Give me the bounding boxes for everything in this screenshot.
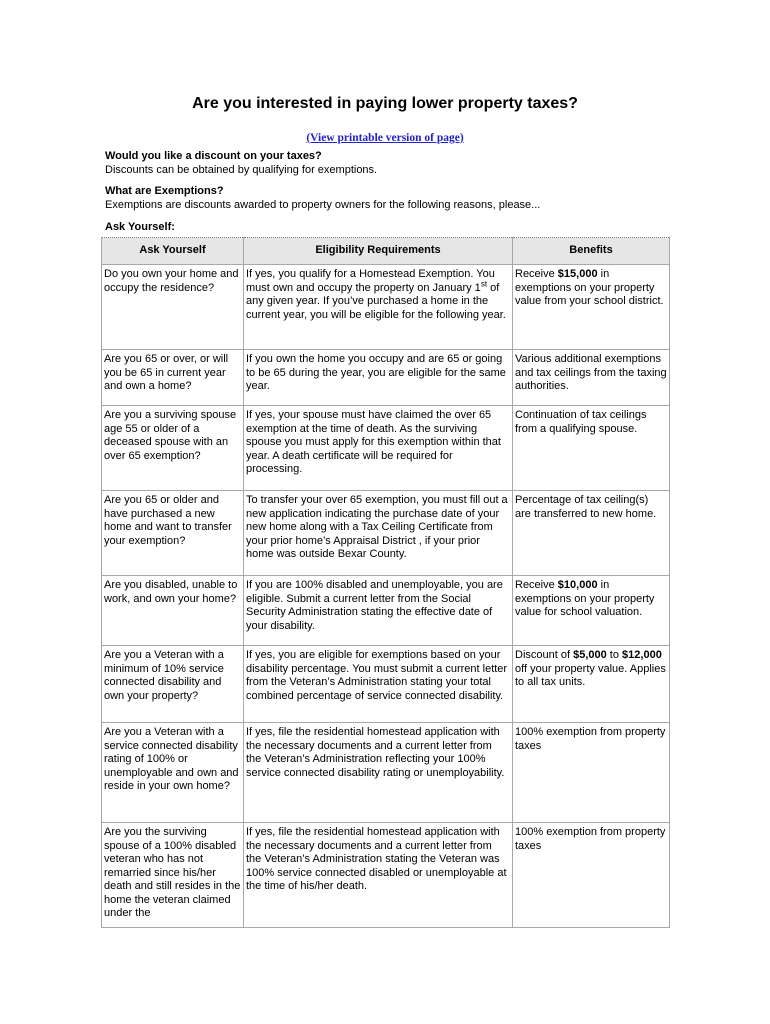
requirement-cell: To transfer your over 65 exemption, you must fill out a new application indicating the purchase date of your new home along with a Tax Ceiling Certificate from your prior home’s Appraisal District , if your prior home was outside Bexar County. xyxy=(244,491,513,576)
requirement-cell: If yes, you are eligible for exemptions based on your disability percentage. You must submit a current letter from the Veteran’s Administration stating your total combined percentage of service connected disability. xyxy=(244,646,513,723)
table-row xyxy=(102,350,670,406)
ask-cell: Are you 65 or over, or will you be 65 in current year and own a home? xyxy=(102,350,244,406)
requirement-cell: If yes, file the residential homestead application with the necessary documents and a current letter from the Veteran’s Administration stating the Veteran was 100% service connected disabled or unemployable at the time of his/her death. xyxy=(244,823,513,928)
ask-cell: Do you own your home and occupy the residence? xyxy=(102,265,244,350)
ask-cell: Are you the surviving spouse of a 100% disabled veteran who has not remarried since his/her death and still resides in the home the veteran claimed under the xyxy=(102,823,244,928)
table-header-row xyxy=(102,238,670,265)
header-ask-yourself: Ask Yourself xyxy=(102,238,244,265)
discount-question: Would you like a discount on your taxes? xyxy=(105,150,322,162)
requirement-cell: If yes, file the residential homestead application with the necessary documents and a current letter from the Veteran’s Administration reflecting your 100% service connected disability rating or unemployability. xyxy=(244,723,513,823)
exemptions-section xyxy=(105,184,540,212)
ask-cell: Are you a surviving spouse age 55 or older of a deceased spouse with an over 65 exemption? xyxy=(102,406,244,491)
benefit-cell: Percentage of tax ceiling(s) are transferred to new home. xyxy=(513,491,670,576)
ask-cell: Are you 65 or older and have purchased a new home and want to transfer your exemption? xyxy=(102,491,244,576)
table-row xyxy=(102,823,670,928)
table-row xyxy=(102,491,670,576)
benefit-cell: Receive $10,000 in exemptions on your property value for school valuation. xyxy=(513,576,670,646)
page-title: Are you interested in paying lower property taxes? xyxy=(192,95,578,112)
benefit-cell: Discount of $5,000 to $12,000 off your property value. Applies to all tax units. xyxy=(513,646,670,723)
requirement-cell: If yes, you qualify for a Homestead Exemption. You must own and occupy the property on January 1st of any given year. If you’ve purchased a home in the current year, you will be eligible for the following year. xyxy=(244,265,513,350)
table-row xyxy=(102,646,670,723)
ask-cell: Are you a Veteran with a minimum of 10% service connected disability and own your property? xyxy=(102,646,244,723)
requirement-cell: If you own the home you occupy and are 65 or going to be 65 during the year, you are eligible for the same year. xyxy=(244,350,513,406)
requirement-cell: If you are 100% disabled and unemployable, you are eligible. Submit a current letter from the Social Security Administration stating the effective date of your disability. xyxy=(244,576,513,646)
benefit-cell: Various additional exemptions and tax ceilings from the taxing authorities. xyxy=(513,350,670,406)
header-eligibility: Eligibility Requirements xyxy=(244,238,513,265)
discount-section xyxy=(105,149,377,177)
benefit-cell: 100% exemption from property taxes xyxy=(513,823,670,928)
benefit-cell: 100% exemption from property taxes xyxy=(513,723,670,823)
table-row xyxy=(102,406,670,491)
discount-answer: Discounts can be obtained by qualifying for exemptions. xyxy=(105,164,378,176)
ask-cell: Are you disabled, unable to work, and own your home? xyxy=(102,576,244,646)
table-row xyxy=(102,723,670,823)
exemptions-question: What are Exemptions? xyxy=(105,185,224,197)
requirement-cell: If yes, your spouse must have claimed the over 65 exemption at the time of death. As the surviving spouse you must apply for this exemption within that year. A death certificate will be required for processing. xyxy=(244,406,513,491)
exemptions-answer: Exemptions are discounts awarded to property owners for the following reasons, please... xyxy=(105,199,541,211)
ask-yourself-label: Ask Yourself: xyxy=(105,221,175,233)
table-row xyxy=(102,265,670,350)
exemptions-table xyxy=(101,237,670,928)
table-row xyxy=(102,576,670,646)
printable-version-link[interactable]: (View printable version of page) xyxy=(306,132,464,144)
benefit-cell: Receive $15,000 in exemptions on your property value from your school district. xyxy=(513,265,670,350)
benefit-cell: Continuation of tax ceilings from a qualifying spouse. xyxy=(513,406,670,491)
ask-cell: Are you a Veteran with a service connected disability rating of 100% or unemployable and own and reside in your own home? xyxy=(102,723,244,823)
header-benefits: Benefits xyxy=(513,238,670,265)
